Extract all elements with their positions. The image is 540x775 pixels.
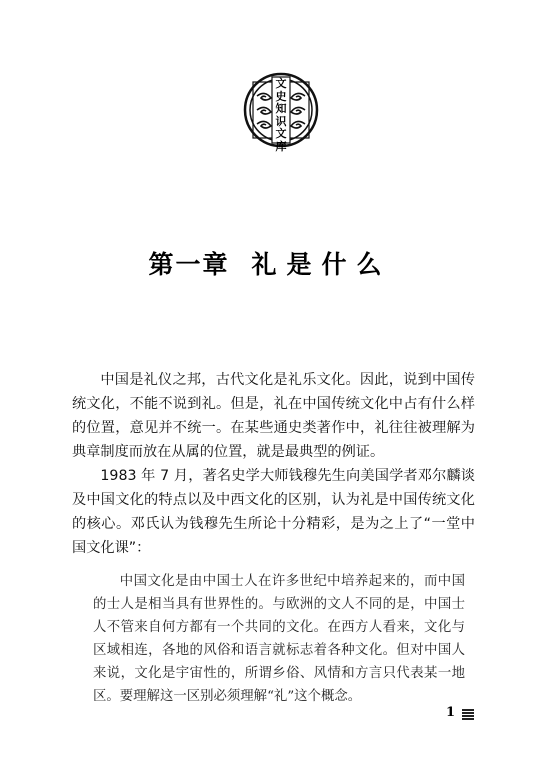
logo-char: 文	[275, 127, 287, 140]
logo-char: 库	[275, 139, 287, 153]
paragraph-text: 中国是礼仪之邦，古代文化是礼乐文化。因此，说到中国传统文化，不能不说到礼。但是，礼在中国传统文化中占有什么样的位置，意见并不统一。在某些通史类著作中，礼往往被理解为典章制度而放在从属的位置，就是最典型的例证。	[72, 372, 475, 460]
chapter-title	[0, 245, 540, 281]
series-name-vertical	[274, 78, 288, 153]
paragraph-text: 1983 年 7 月，著名史学大师钱穆先生向美国学者邓尔麟谈及中国文化的特点以及中西文化的区别，认为礼是中国传统文化的核心。邓氏认为钱穆先生所论十分精彩，是为之上了“一堂中国文化课”：	[72, 468, 475, 556]
logo-char: 识	[275, 114, 287, 128]
logo-char: 史	[275, 89, 287, 103]
chapter-number: 第一章	[148, 249, 230, 279]
logo-char: 文	[275, 77, 287, 90]
paragraph-1	[72, 368, 475, 464]
chapter-name: 礼是什么	[251, 249, 392, 279]
paragraph-2	[72, 464, 475, 560]
page-number: 1	[446, 705, 456, 720]
page-corner-mark	[462, 708, 474, 720]
block-quote: 中国文化是由中国士人在许多世纪中培养起来的，而中国的士人是相当具有世界性的。与欧洲的文人不同的是，中国士人不管来自何方都有一个共同的文化。在西方人看来，文化与区域相连，各地的风俗和语言就标志着各种文化。但对中国人来说，文化是宇宙性的，所谓乡俗、风情和方言只代表某一地区。要理解这一区别必须理解“礼”这个概念。	[93, 574, 465, 704]
series-seal-logo	[243, 72, 319, 153]
logo-char: 知	[275, 102, 287, 115]
